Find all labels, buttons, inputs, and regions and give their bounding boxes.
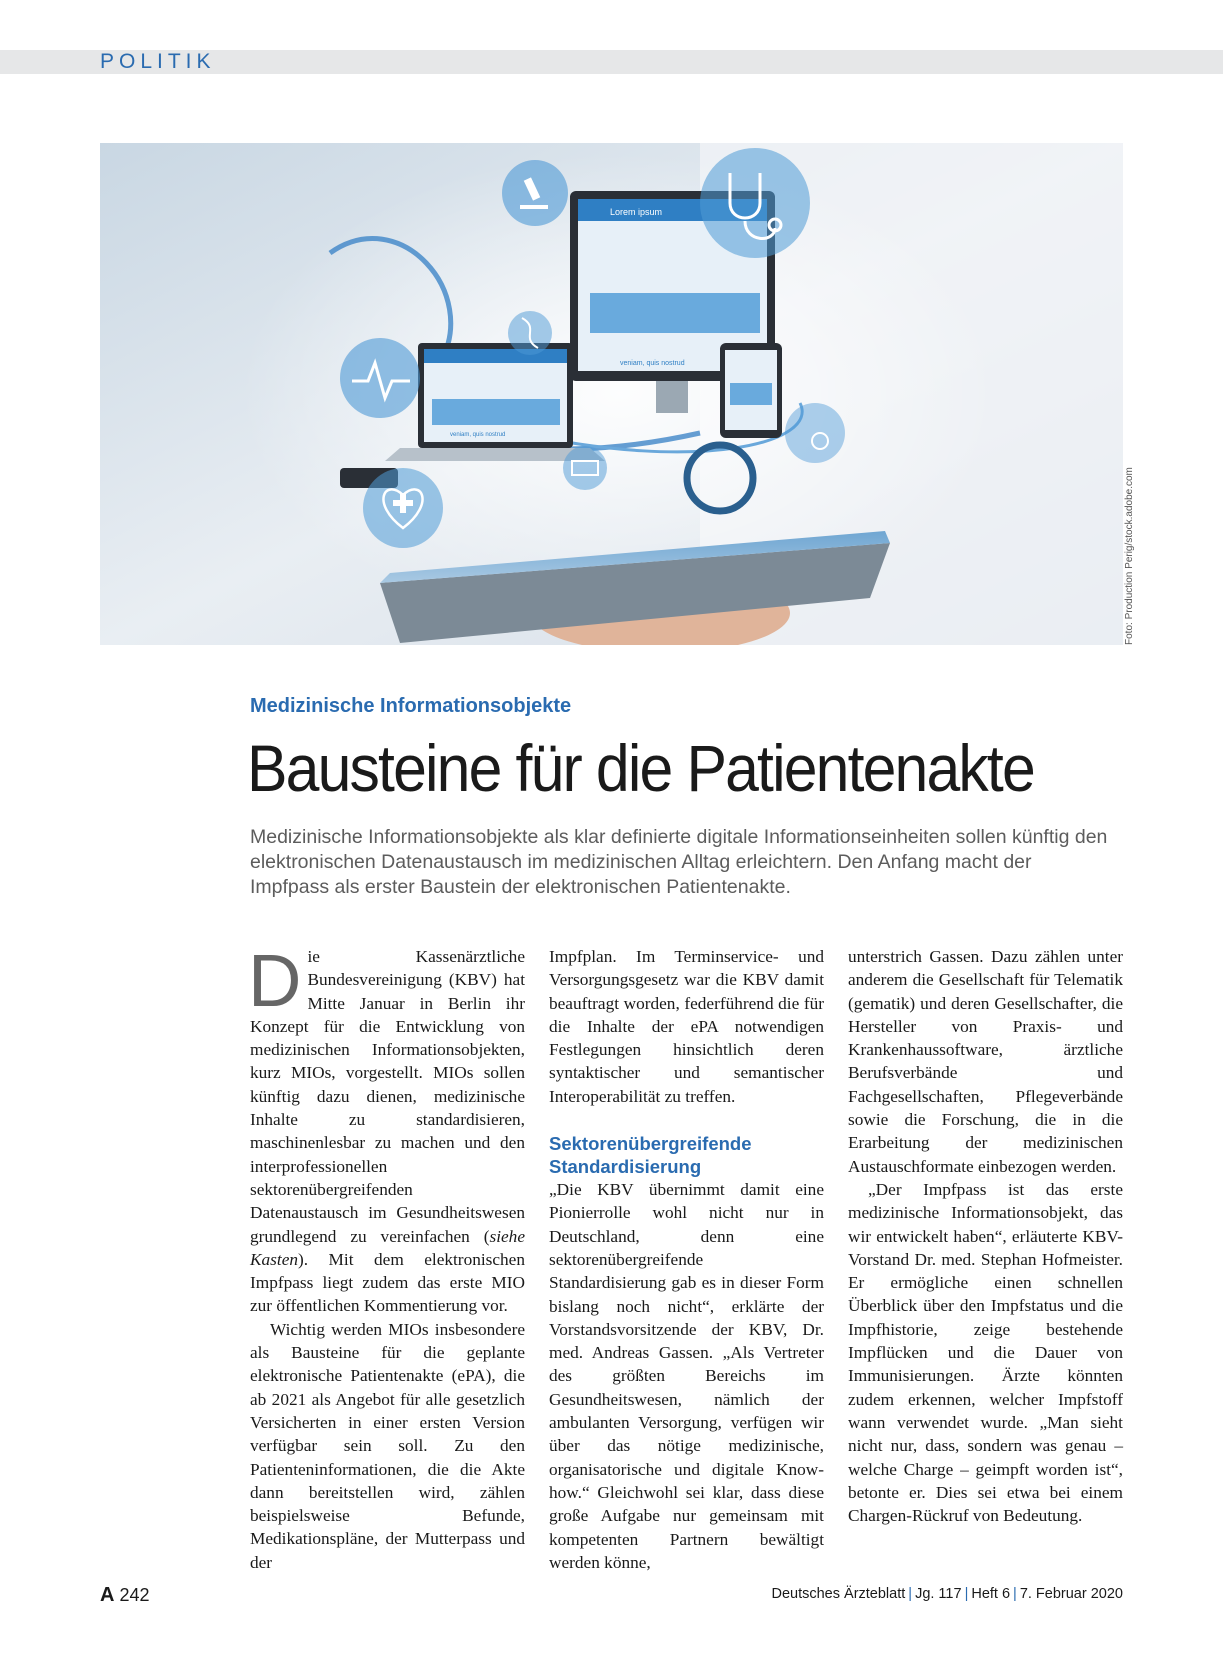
monitor-caption-text: veniam, quis nostrud <box>620 360 685 367</box>
reference-italic: siehe Kasten <box>250 1226 525 1269</box>
paragraph: Wichtig werden MIOs insbesondere als Bausteine für die geplante elektronische Patientenakte (ePA), die ab 2021 als Angebot für alle gesetzlich Versicherten in einer ersten Version verfügbar sein soll. Zu den Patienteninformationen, die die Akte dann bereitstellen wird, zählen beispielsweise Befunde, Medikationspläne, der Mutterpass und der <box>250 1319 525 1572</box>
publication-info: Deutsches Ärzteblatt | Jg. 117 | Heft 6 | 7. Februar 2020 <box>771 1586 1123 1602</box>
dna-icon <box>508 311 552 355</box>
drop-cap: D <box>248 939 302 1022</box>
microscope-icon <box>502 160 568 226</box>
photo-credit: Foto: Production Perig/stock.adobe.com <box>1124 467 1135 645</box>
page-number: A 242 <box>100 1584 150 1606</box>
paragraph: Die Kassenärztliche Bundesvereinigung (KBV) hat Mitte Januar in Berlin ihr Konzept für die Entwicklung von medizinischen Informationsobjekten, kurz MIOs, vorgestellt. MIOs sollen künftig dazu dienen, medizinische Inhalte zu standardisieren, maschinenlesbar zu machen und den interprofessionellen sektorenübergreifenden Datenaustausch im Gesundheitswesen grundlegend zu vereinfachen (siehe Kasten). Mit dem elektronischen Impfpass liegt zudem das erste MIO zur öffentlichen Kommentierung vor. <box>248 939 525 1316</box>
section-label: POLITIK <box>100 50 216 73</box>
paragraph: „Die KBV übernimmt damit eine Pionierrolle wohl nicht nur in Deutschland, denn eine sektorenübergreifende Standardisierung gab es in dieser Form bislang noch nicht“, erklärte der Vorstandsvorsitzende der KBV, Dr. med. Andreas Gassen. „Als Vertreter des größten Bereichs im Gesundheitswesen, nämlich der ambulanten Versorgung, verfügen wir über das nötige medizinische, organisatorische und digitale Know-how.“ Gleichwohl sei klar, dass diese große Aufgabe nur gemeinsam mit kompetenten Partnern bewältigt werden könne, <box>549 1180 824 1572</box>
paragraph: Impfplan. Im Terminservice- und Versorgungsgesetz war die KBV damit beauftragt worden, federführend die für die Inhalte der ePA notwendigen Festlegungen hinsichtlich deren syntaktischer und semantischer Interoperabilität zu treffen. <box>549 947 824 1106</box>
article-column-1 <box>248 939 525 1574</box>
subheading: Sektorenübergreifende Standardisierung <box>549 1133 752 1178</box>
paragraph: unterstrich Gassen. Dazu zählen unter anderem die Gesellschaft für Telematik (gematik) und deren Gesellschafter, die Hersteller von Praxis- und Krankenhaussoftware, ärztliche Berufsverbände und Fachgesellschaften, Pflegeverbände sowie die Forschung, die in die Erarbeitung der medizinischen Austauschformate einbezogen werden. <box>848 947 1123 1176</box>
pills-icon <box>785 403 845 463</box>
article-column-3 <box>848 945 1123 1527</box>
lead-paragraph: Medizinische Informationsobjekte als klar definierte digitale Informationseinheiten sollen künftig den elektronischen Datenaustausch im medizinischen Alltag erleichtern. Den Anfang macht der Impfpass als erster Baustein der elektronischen Patientenakte. <box>250 826 1108 898</box>
paragraph: „Der Impfpass ist das erste medizinische Informationsobjekt, das wir entwickelt haben“, erläuterte KBV-Vorstand Dr. med. Stephan Hofmeister. Er ermögliche einen schnellen Überblick über den Impfstatus und die Impfhistorie, zeige bestehende Impflücken und die Dauer von Immunisierungen. Ärzte könnten zudem erkennen, welcher Impfstoff wann verwendet wurde. „Man sieht nicht nur, dass, sondern was genau – welche Charge – geimpft worden ist“, betonte er. Dies sei etwa bei einem Chargen-Rückruf von Bedeutung. <box>848 1179 1123 1526</box>
headline: Bausteine für die Patientenakte <box>247 731 1034 805</box>
ambulance-icon <box>563 446 607 490</box>
heart-cross-icon <box>363 468 443 548</box>
heartbeat-icon <box>340 338 420 418</box>
article-column-2 <box>549 945 824 1574</box>
hero-image <box>100 143 1123 645</box>
laptop-caption-text: veniam, quis nostrud <box>450 432 506 438</box>
stethoscope-icon <box>700 148 810 258</box>
monitor-title-text: Lorem ipsum <box>610 207 663 217</box>
kicker: Medizinische Informationsobjekte <box>250 695 572 717</box>
